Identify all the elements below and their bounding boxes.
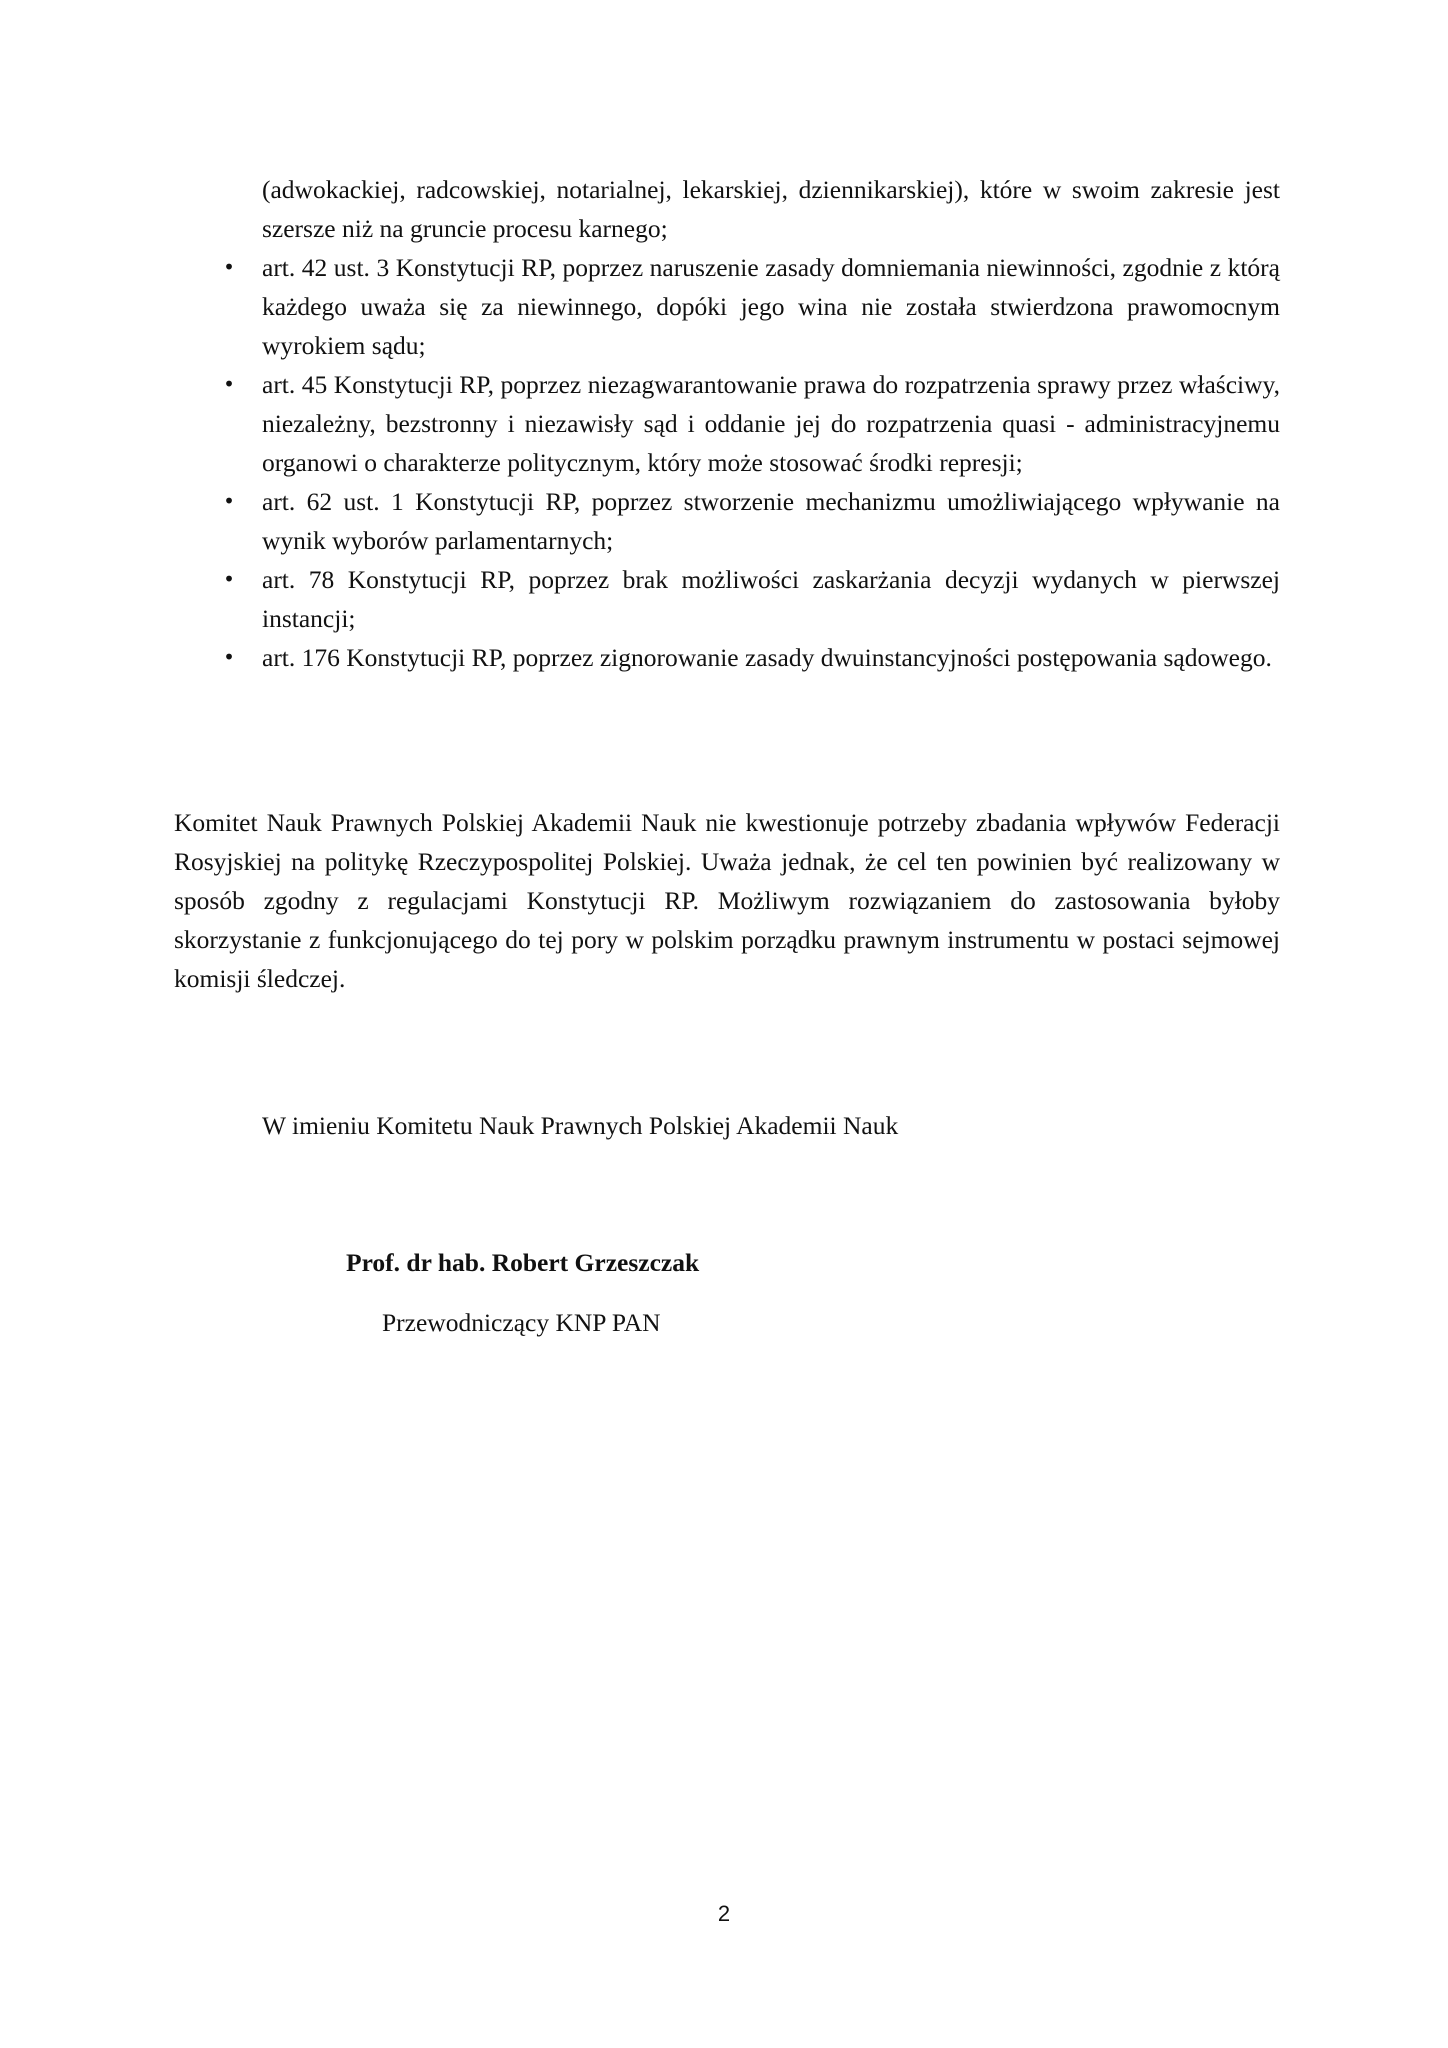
page-number: 2 (717, 1901, 731, 1926)
list-item-text: art. 62 ust. 1 Konstytucji RP, poprzez stworzenie mechanizmu umożliwiającego wpływanie na wynik wyborów parlamentarnych; (262, 487, 1280, 555)
bullet-icon: • (223, 255, 235, 279)
bullet-list (0, 248, 1448, 677)
body-paragraph: Komitet Nauk Prawnych Polskiej Akademii Nauk nie kwestionuje potrzeby zbadania wpływów Federacji Rosyjskiej na politykę Rzeczypospolitej Polskiej. Uważa jednak, że cel ten powinien być realizowany w sposób zgodny z regulacjami Konstytucji RP. Możliwym rozwiązaniem do zastosowania byłoby skorzystanie z funkcjonującego do tej pory w polskim porządku prawnym instrumentu w postaci sejmowej komisji śledczej. (174, 808, 1280, 993)
list-item-text: art. 78 Konstytucji RP, poprzez brak możliwości zaskarżania decyzji wydanych w pierwszej instancji; (262, 565, 1280, 633)
list-item (0, 365, 1448, 482)
bullet-icon: • (223, 567, 235, 591)
list-item-text: art. 45 Konstytucji RP, poprzez niezagwarantowanie prawa do rozpatrzenia sprawy przez właściwy, niezależny, bezstronny i niezawisły sąd i oddanie jej do rozpatrzenia quasi - administracyjnemu organowi o charakterze politycznym, który może stosować środki represji; (262, 370, 1280, 477)
list-item (0, 248, 1448, 365)
list-item (0, 560, 1448, 638)
list-item (0, 638, 1448, 677)
signer-role: Przewodniczący KNP PAN (382, 1308, 661, 1337)
bullet-icon: • (223, 372, 235, 396)
list-item-text: art. 176 Konstytucji RP, poprzez zignorowanie zasady dwuinstancyjności postępowania sądowego. (262, 643, 1272, 672)
bullet-icon: • (223, 645, 235, 669)
list-item-text: art. 42 ust. 3 Konstytucji RP, poprzez naruszenie zasady domniemania niewinności, zgodnie z którą każdego uważa się za niewinnego, dopóki jego wina nie została stwierdzona prawomocnym wyrokiem sądu; (262, 253, 1280, 360)
continuation-text: (adwokackiej, radcowskiej, notarialnej, lekarskiej, dziennikarskiej), które w swoim zakresie jest szersze niż na gruncie procesu karnego; (262, 175, 1280, 243)
signer-name: Prof. dr hab. Robert Grzeszczak (346, 1248, 700, 1277)
closing-line: W imieniu Komitetu Nauk Prawnych Polskiej Akademii Nauk (262, 1111, 899, 1140)
list-item (0, 482, 1448, 560)
bullet-icon: • (223, 489, 235, 513)
